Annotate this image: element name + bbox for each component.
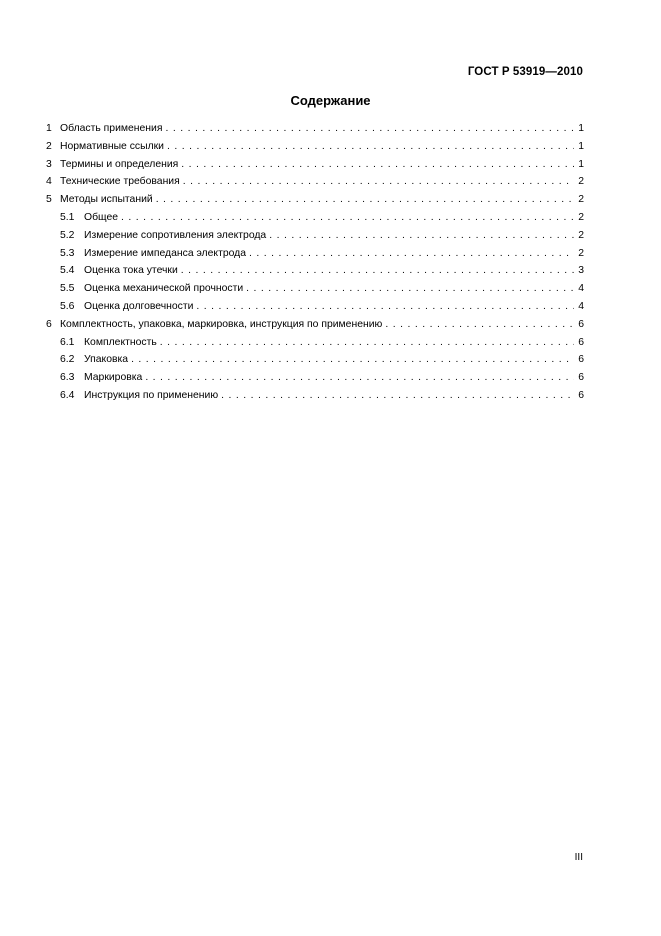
- toc-entry-number: 1: [46, 123, 52, 134]
- toc-entry-page-number: 2: [578, 176, 584, 188]
- page-folio: III: [574, 852, 583, 863]
- toc-entry-label: Комплектность: [84, 336, 157, 348]
- toc-entry-number: 2: [46, 140, 52, 152]
- toc-entry-number: 6: [46, 318, 52, 330]
- toc-entry-number: 5.3: [60, 247, 75, 259]
- toc-dot-leader: [221, 387, 574, 405]
- toc-entry-label: Оценка долговечности: [84, 300, 194, 312]
- toc-entry-page-number: 6: [578, 354, 584, 366]
- toc-entry[interactable]: [46, 209, 584, 227]
- toc-entry-number: 6.1: [60, 336, 75, 348]
- toc-entry-number: 5.5: [60, 283, 75, 295]
- toc-entry-number: 5.6: [60, 300, 75, 312]
- toc-entry-label: Технические требования: [60, 176, 180, 188]
- toc-dot-leader: [145, 369, 574, 387]
- toc-entry-page-number: 6: [578, 389, 584, 401]
- toc-dot-leader: [196, 298, 574, 316]
- toc-entry[interactable]: [46, 245, 584, 263]
- toc-entry-page-number: 1: [578, 123, 584, 134]
- toc-dot-leader: [246, 280, 574, 298]
- toc-entry[interactable]: [46, 191, 584, 209]
- toc-entry-label: Нормативные ссылки: [60, 140, 164, 152]
- toc-entry[interactable]: [46, 351, 584, 369]
- toc-entry-page-number: 4: [578, 300, 584, 312]
- toc-entry-number: 6.3: [60, 372, 75, 384]
- toc-entry-page-number: 6: [578, 372, 584, 384]
- toc-title: Содержание: [290, 93, 371, 108]
- toc-dot-leader: [183, 173, 574, 191]
- table-of-contents: [46, 120, 584, 405]
- toc-entry[interactable]: [46, 120, 584, 138]
- toc-entry-page-number: 6: [578, 318, 584, 330]
- toc-entry[interactable]: [46, 369, 584, 387]
- toc-entry[interactable]: [46, 280, 584, 298]
- toc-dot-leader: [131, 351, 574, 369]
- toc-entry-number: 3: [46, 158, 52, 170]
- toc-dot-leader: [181, 156, 574, 174]
- toc-entry-number: 6.4: [60, 389, 75, 401]
- toc-dot-leader: [249, 245, 574, 263]
- toc-entry-page-number: 2: [578, 229, 584, 241]
- toc-dot-leader: [165, 120, 574, 138]
- toc-entry-label: Общее: [84, 211, 119, 223]
- toc-dot-leader: [269, 227, 574, 245]
- toc-entry-label: Оценка механической прочности: [84, 283, 244, 295]
- toc-entry-label: Упаковка: [84, 354, 129, 366]
- toc-entry-page-number: 1: [578, 158, 584, 170]
- toc-dot-leader: [181, 262, 574, 280]
- toc-entry-label: Оценка тока утечки: [84, 265, 178, 277]
- toc-entry-label: Измерение импеданса электрода: [84, 247, 246, 259]
- toc-entry-number: 5.2: [60, 229, 75, 241]
- toc-dot-leader: [385, 316, 574, 334]
- toc-entry[interactable]: [46, 173, 584, 191]
- toc-entry-number: 6.2: [60, 354, 75, 366]
- toc-entry-label: Термины и определения: [60, 158, 179, 170]
- toc-entry-page-number: 2: [578, 211, 584, 223]
- toc-entry-page-number: 2: [578, 194, 584, 206]
- toc-entry[interactable]: [46, 316, 584, 334]
- toc-entry[interactable]: [46, 298, 584, 316]
- toc-dot-leader: [160, 334, 574, 352]
- toc-entry-page-number: 3: [578, 265, 584, 277]
- toc-dot-leader: [121, 209, 574, 227]
- toc-entry-label: Маркировка: [84, 372, 143, 384]
- toc-entry-label: Инструкция по применению: [84, 389, 219, 401]
- toc-entry-page-number: 6: [578, 336, 584, 348]
- toc-dot-leader: [156, 191, 574, 209]
- toc-entry-label: Область применения: [60, 123, 163, 134]
- toc-entry-number: 5: [46, 194, 52, 206]
- toc-entry-label: Методы испытаний: [60, 194, 153, 206]
- toc-entry[interactable]: [46, 156, 584, 174]
- toc-entry[interactable]: [46, 262, 584, 280]
- document-code: ГОСТ Р 53919—2010: [467, 66, 583, 78]
- toc-entry[interactable]: [46, 334, 584, 352]
- toc-entry-label: Измерение сопротивления электрода: [84, 229, 267, 241]
- toc-entry-number: 4: [46, 176, 52, 188]
- toc-entry[interactable]: [46, 227, 584, 245]
- toc-entry-page-number: 4: [578, 283, 584, 295]
- toc-entry[interactable]: [46, 138, 584, 156]
- toc-entry-page-number: 1: [578, 140, 584, 152]
- toc-dot-leader: [167, 138, 574, 156]
- toc-entry-label: Комплектность, упаковка, маркировка, инструкция по применению: [60, 318, 383, 330]
- toc-entry-page-number: 2: [578, 247, 584, 259]
- toc-entry-number: 5.4: [60, 265, 75, 277]
- toc-entry-number: 5.1: [60, 211, 75, 223]
- toc-entry[interactable]: [46, 387, 584, 405]
